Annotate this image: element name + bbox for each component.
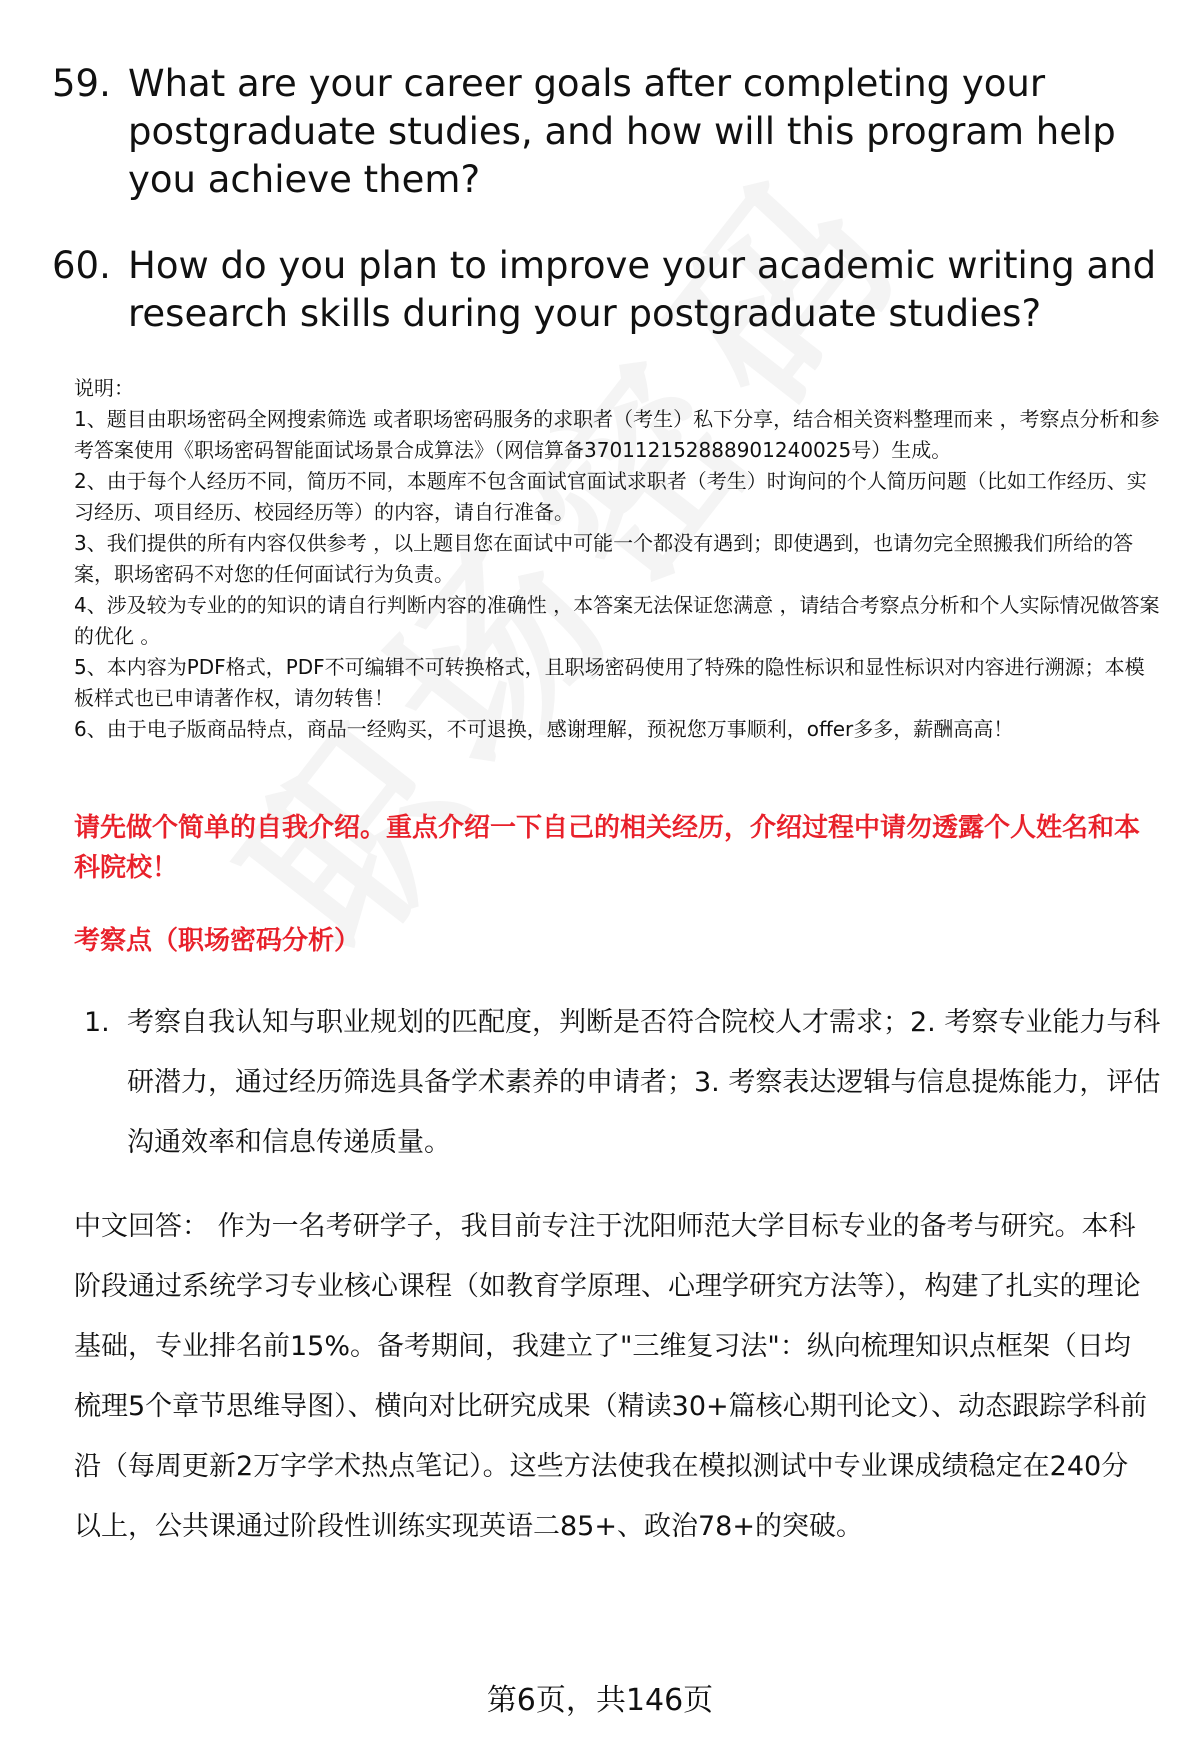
question-59 [52, 60, 1162, 204]
note-item: 1、题目由职场密码全网搜索筛选 或者职场密码服务的求职者（考生）私下分享，结合相关资料整理而来 ，考察点分析和参考答案使用《职场密码智能面试场景合成算法》（网信算备370112152888901240025号）生成。 [74, 407, 1160, 462]
question-number: 59. [52, 62, 111, 105]
page-footer: 第6页，共146页 [486, 1683, 714, 1718]
note-item: 3、我们提供的所有内容仅供参考 ，以上题目您在面试中可能一个都没有遇到；即使遇到，也请勿完全照搬我们所给的答案，职场密码不对您的任何面试行为负责。 [74, 531, 1134, 586]
question-number: 60. [52, 244, 111, 287]
analysis-number: 1. [84, 1007, 110, 1038]
note-item: 4、涉及较为专业的的知识的请自行判断内容的准确性 ，本答案无法保证您满意 ，请结合考察点分析和个人实际情况做答案的优化 。 [74, 593, 1160, 648]
chinese-answer [74, 1197, 1149, 1557]
analysis-text: 考察自我认知与职业规划的匹配度，判断是否符合院校人才需求；2. 考察专业能力与科研潜力，通过经历筛选具备学术素养的申请者；3. 考察表达逻辑与信息提炼能力，评估沟通效率和信息传递质量。 [127, 1007, 1161, 1158]
question-60 [52, 242, 1162, 338]
note-item: 6、由于电子版商品特点，商品一经购买，不可退换，感谢理解，预祝您万事顺利，offer多多，薪酬高高！ [74, 717, 1014, 741]
analysis-title: 考察点（职场密码分析） [74, 926, 361, 956]
notes-block [74, 373, 1164, 745]
analysis-list-item [84, 993, 1164, 1173]
note-item: 2、由于每个人经历不同，简历不同，本题库不包含面试官面试求职者（考生）时询问的个人简历问题（比如工作经历、实习经历、项目经历、校园经历等）的内容，请自行准备。 [74, 469, 1147, 524]
answer-text: 作为一名考研学子，我目前专注于沈阳师范大学目标专业的备考与研究。本科阶段通过系统学习专业核心课程（如教育学原理、心理学研究方法等），构建了扎实的理论基础，专业排名前15%。备考期间，我建立了"三维复习法"：纵向梳理知识点框架（日均梳理5个章节思维导图）、横向对比研究成果（精读30+篇核心期刊论文）、动态跟踪学科前沿（每周更新2万字学术热点笔记）。这些方法使我在模拟测试中专业课成绩稳定在240分以上，公共课通过阶段性训练实现英语二85+、政治78+的突破。 [74, 1211, 1148, 1542]
self-intro-prompt: 请先做个简单的自我介绍。重点介绍一下自己的相关经历，介绍过程中请勿透露个人姓名和本科院校！ [74, 813, 1141, 883]
question-text: How do you plan to improve your academic writing and research skills during your postgraduate studies? [128, 244, 1157, 335]
question-text: What are your career goals after completing your postgraduate studies, and how will this program help you achieve them? [128, 62, 1116, 201]
note-item: 5、本内容为PDF格式，PDF不可编辑不可转换格式，且职场密码使用了特殊的隐性标识和显性标识对内容进行溯源；本模板样式也已申请著作权，请勿转售！ [74, 655, 1145, 710]
notes-heading: 说明： [74, 376, 134, 400]
answer-label: 中文回答： [74, 1211, 209, 1242]
